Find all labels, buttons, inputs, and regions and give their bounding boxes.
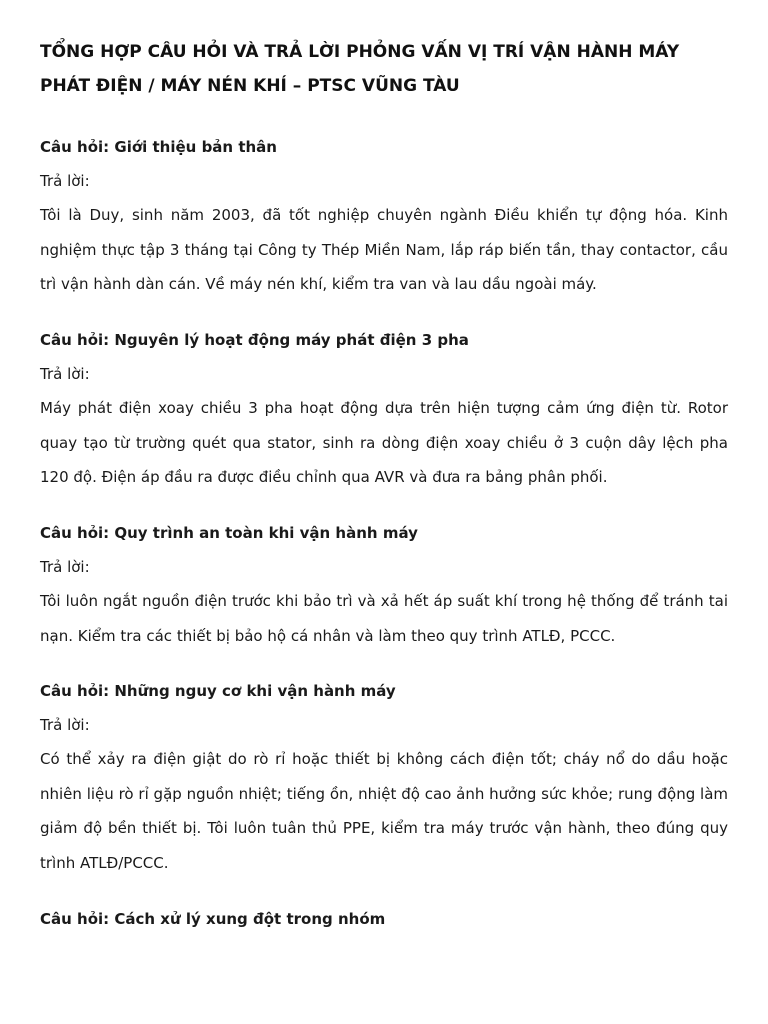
question-heading: Câu hỏi: Những nguy cơ khi vận hành máy [40, 682, 396, 700]
answer-label: Trả lời: [40, 172, 90, 190]
answer-label: Trả lời: [40, 558, 90, 576]
qa-item [40, 523, 728, 660]
question-heading: Câu hỏi: Quy trình an toàn khi vận hành máy [40, 524, 418, 542]
document-page [40, 0, 728, 928]
qa-item [40, 909, 728, 929]
qa-item [40, 137, 728, 309]
answer-label: Trả lời: [40, 365, 90, 383]
question-heading: Câu hỏi: Giới thiệu bản thân [40, 138, 277, 156]
document-title: TỔNG HỢP CÂU HỎI VÀ TRẢ LỜI PHỎNG VẤN VỊ TRÍ VẬN HÀNH MÁY PHÁT ĐIỆN / MÁY NÉN KHÍ – PTSC VŨNG TÀU [40, 42, 680, 96]
question-heading: Câu hỏi: Cách xử lý xung đột trong nhóm [40, 910, 386, 928]
answer-text: Tôi là Duy, sinh năm 2003, đã tốt nghiệp chuyên ngành Điều khiển tự động hóa. Kinh nghiệm thực tập 3 tháng tại Công ty Thép Miền Nam, lắp ráp biến tần, thay contactor, cầu trì vận hành dàn cán. Về máy nén khí, kiểm tra van và lau dầu ngoài máy. [40, 206, 728, 293]
qa-item [40, 681, 728, 887]
answer-text: Máy phát điện xoay chiều 3 pha hoạt động dựa trên hiện tượng cảm ứng điện từ. Rotor quay tạo từ trường quét qua stator, sinh ra dòng điện xoay chiều ở 3 cuộn dây lệch pha 120 độ. Điện áp đầu ra được điều chỉnh qua AVR và đưa ra bảng phân phối. [40, 399, 728, 486]
qa-item [40, 330, 728, 502]
answer-text: Có thể xảy ra điện giật do rò rỉ hoặc thiết bị không cách điện tốt; cháy nổ do dầu hoặc nhiên liệu rò rỉ gặp nguồn nhiệt; tiếng ồn, nhiệt độ cao ảnh hưởng sức khỏe; rung động làm giảm độ bền thiết bị. Tôi luôn tuân thủ PPE, kiểm tra máy trước vận hành, theo đúng quy trình ATLĐ/PCCC. [40, 750, 728, 872]
answer-label: Trả lời: [40, 716, 90, 734]
question-heading: Câu hỏi: Nguyên lý hoạt động máy phát điện 3 pha [40, 331, 469, 349]
answer-text: Tôi luôn ngắt nguồn điện trước khi bảo trì và xả hết áp suất khí trong hệ thống để tránh tai nạn. Kiểm tra các thiết bị bảo hộ cá nhân và làm theo quy trình ATLĐ, PCCC. [40, 592, 728, 645]
